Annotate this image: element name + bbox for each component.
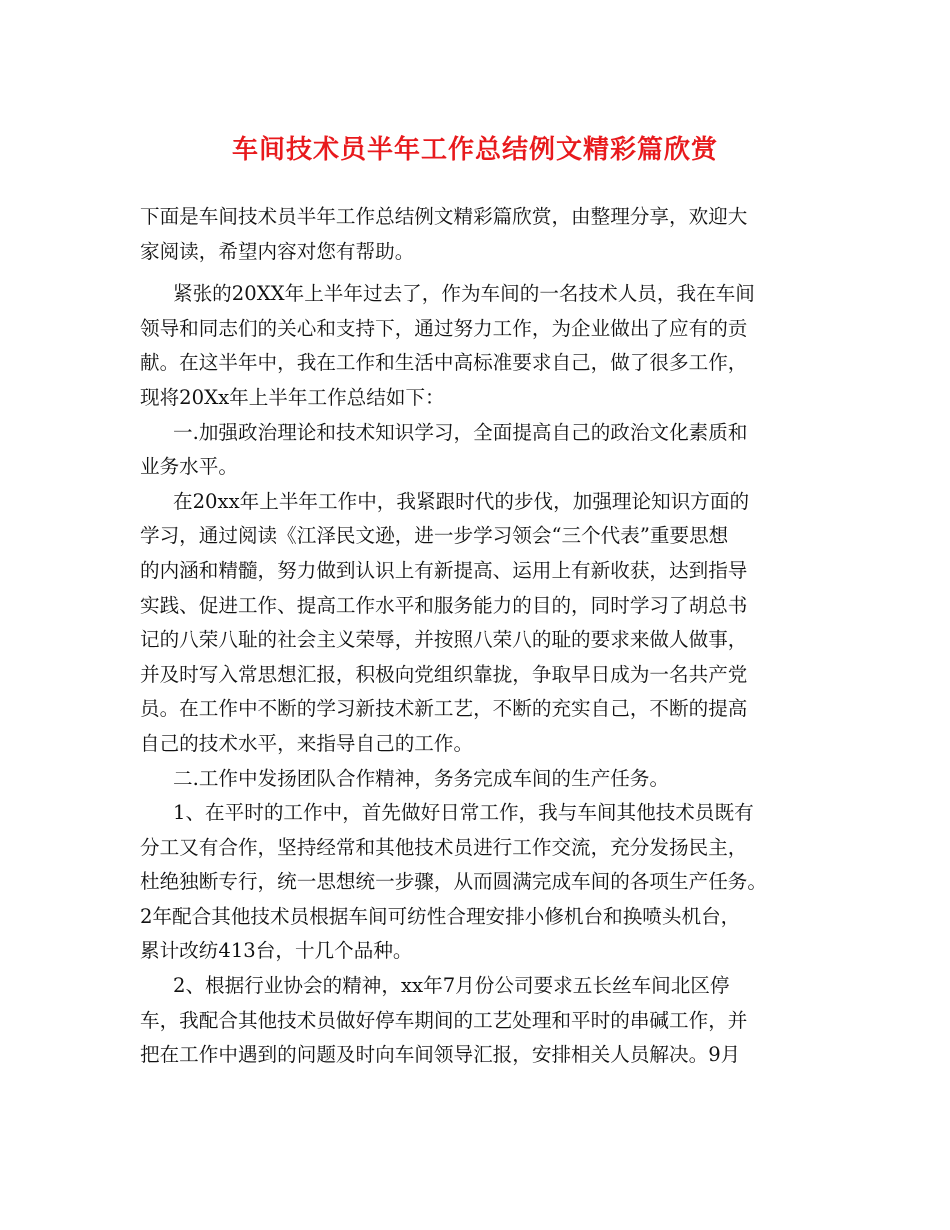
section-heading-line: 一.加强政治理论和技术知识学习，全面提高自己的政治文化素质和 bbox=[173, 420, 748, 444]
paragraph-line: 自己的技术水平，来指导自己的工作。 bbox=[140, 731, 474, 755]
paragraph-line: 员。在工作中不断的学习新技术新工艺，不断的充实自己，不断的提高 bbox=[140, 697, 748, 721]
paragraph-line: 记的八荣八耻的社会主义荣辱，并按照八荣八的耻的要求来做人做事， bbox=[140, 628, 748, 652]
section-heading-line: 二.工作中发扬团队合作精神，务务完成车间的生产任务。 bbox=[173, 766, 670, 790]
document-title: 车间技术员半年工作总结例文精彩篇欣赏 bbox=[231, 135, 718, 165]
paragraph-line: 累计改纺413台，十几个品种。 bbox=[140, 939, 413, 963]
paragraph-line: 分工又有合作，坚持经常和其他技术员进行工作交流，充分发扬民主， bbox=[140, 835, 748, 859]
paragraph-line: 杜绝独断专行，统一思想统一步骤，从而圆满完成车间的各项生产任务。 bbox=[140, 870, 767, 894]
paragraph-line: 献。在这半年中，我在工作和生活中高标准要求自己，做了很多工作， bbox=[140, 351, 748, 375]
paragraph-line: 紧张的20XX年上半年过去了，作为车间的一名技术人员，我在车间 bbox=[173, 282, 755, 306]
paragraph-line: 实践、促进工作、提高工作水平和服务能力的目的，同时学习了胡总书 bbox=[140, 593, 748, 617]
document-body bbox=[140, 200, 830, 1073]
paragraph-line: 2、根据行业协会的精神，xx年7月份公司要求五长丝车间北区停 bbox=[173, 974, 730, 998]
paragraph-line: 学习，通过阅读《江泽民文逊，进一步学习领会“三个代表”重要思想 bbox=[140, 524, 729, 548]
paragraph-line: 2年配合其他技术员根据车间可纺性合理安排小修机台和换喷头机台， bbox=[140, 904, 741, 928]
paragraph-line: 领导和同志们的关心和支持下，通过努力工作，为企业做出了应有的贡 bbox=[140, 316, 748, 340]
paragraph-line: 并及时写入常思想汇报，积极向党组织靠拢，争取早日成为一名共产党 bbox=[140, 662, 748, 686]
paragraph-line: 车，我配合其他技术员做好停车期间的工艺处理和平时的串碱工作，并 bbox=[140, 1008, 748, 1032]
paragraph-line: 在20xx年上半年工作中，我紧跟时代的步伐，加强理论知识方面的 bbox=[173, 489, 750, 513]
paragraph-line: 下面是车间技术员半年工作总结例文精彩篇欣赏，由整理分享，欢迎大 bbox=[140, 205, 748, 228]
paragraph-line: 1、在平时的工作中，首先做好日常工作，我与车间其他技术员既有 bbox=[173, 801, 754, 825]
paragraph-line: 的内涵和精髓，努力做到认识上有新提高、运用上有新收获，达到指导 bbox=[140, 558, 748, 582]
paragraph-line: 家阅读，希望内容对您有帮助。 bbox=[140, 239, 415, 263]
paragraph-line: 把在工作中遇到的问题及时向车间领导汇报，安排相关人员解决。9月 bbox=[140, 1043, 741, 1067]
section-heading-line: 业务水平。 bbox=[140, 455, 238, 479]
paragraph-line: 现将20Xx年上半年工作总结如下： bbox=[140, 385, 445, 409]
